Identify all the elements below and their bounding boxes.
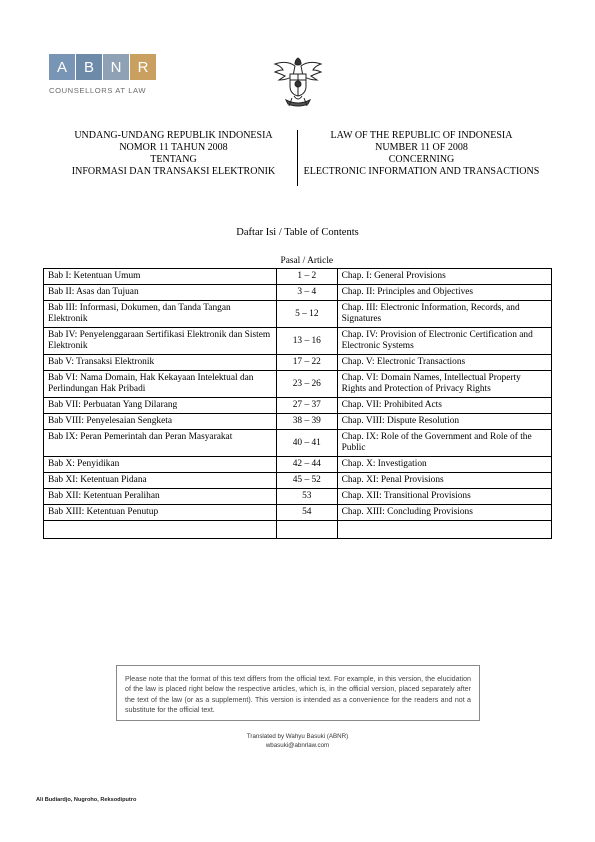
logo-tile-a: A: [49, 54, 75, 80]
translator-name: Translated by Wahyu Basuki (ABNR): [246, 733, 349, 740]
logo-tile-r: R: [130, 54, 156, 80]
toc-header-blank-right: [337, 254, 551, 269]
toc-chapter-english: Chap. I: General Provisions: [337, 269, 551, 285]
toc-row: [44, 505, 552, 521]
toc-chapter-indonesian: Bab III: Informasi, Dokumen, dan Tanda Tangan Elektronik: [44, 301, 277, 328]
translator-credit: [0, 732, 595, 750]
toc-article-range: 3 – 4: [277, 285, 338, 301]
toc-chapter-english: Chap. X: Investigation: [337, 457, 551, 473]
toc-article-range: 27 – 37: [277, 398, 338, 414]
toc-row: [44, 398, 552, 414]
toc-chapter-indonesian: Bab XII: Ketentuan Peralihan: [44, 489, 277, 505]
toc-row: [44, 355, 552, 371]
toc-chapter-english: Chap. III: Electronic Information, Records, and Signatures: [337, 301, 551, 328]
toc-chapter-indonesian: Bab VIII: Penyelesaian Sengketa: [44, 414, 277, 430]
toc-column-header-text: Pasal / Article: [280, 256, 334, 266]
toc-chapter-english: Chap. XI: Penal Provisions: [337, 473, 551, 489]
toc-article-range: 53: [277, 489, 338, 505]
toc-header-blank-left: [44, 254, 277, 269]
toc-chapter-english: Chap. V: Electronic Transactions: [337, 355, 551, 371]
toc-chapter-indonesian: Bab I: Ketentuan Umum: [44, 269, 277, 285]
toc-article-range: 5 – 12: [277, 301, 338, 328]
toc-chapter-english: Chap. XII: Transitional Provisions: [337, 489, 551, 505]
toc-article-range: 40 – 41: [277, 430, 338, 457]
abnr-logo: [49, 54, 159, 95]
toc-chapter-indonesian: Bab IV: Penyelenggaraan Sertifikasi Elektronik dan Sistem Elektronik: [44, 328, 277, 355]
toc-chapter-indonesian: Bab II: Asas dan Tujuan: [44, 285, 277, 301]
header-english: [298, 130, 545, 186]
header-right-line-4: ELECTRONIC INFORMATION AND TRANSACTIONS: [303, 166, 540, 177]
disclaimer-text: Please note that the format of this text differs from the official text. For example, in this version, the elucidation of the law is placed right below the respective articles, which is, in the official version, placed separately after the text of the law (or as a supplement). This version is intended as a convenience for the readers and not a substitute for the official text.: [125, 675, 471, 715]
toc-chapter-english: Chap. VI: Domain Names, Intellectual Property Rights and Protection of Privacy Rights: [337, 371, 551, 398]
logo-tile-b: B: [76, 54, 102, 80]
toc-empty-cell: [277, 521, 338, 539]
toc-article-range: 54: [277, 505, 338, 521]
toc-chapter-indonesian: Bab VII: Perbuatan Yang Dilarang: [44, 398, 277, 414]
toc-empty-row: [44, 521, 552, 539]
logo-tile-n: N: [103, 54, 129, 80]
logo-tagline: COUNSELLORS AT LAW: [49, 86, 147, 95]
toc-row: [44, 489, 552, 505]
translator-email[interactable]: wbasuki@abnrlaw.com: [265, 742, 330, 749]
toc-chapter-english: Chap. VII: Prohibited Acts: [337, 398, 551, 414]
header-right-line-1: LAW OF THE REPUBLIC OF INDONESIA: [330, 130, 513, 141]
toc-chapter-english: Chap. IX: Role of the Government and Role of the Public: [337, 430, 551, 457]
toc-row: [44, 269, 552, 285]
toc-article-range: 1 – 2: [277, 269, 338, 285]
table-of-contents: [43, 254, 552, 539]
logo-tiles: [49, 54, 159, 80]
header-right-line-2: NUMBER 11 OF 2008: [375, 142, 468, 153]
header-left-line-2: NOMOR 11 TAHUN 2008: [119, 142, 228, 153]
toc-header-row: [44, 254, 552, 269]
toc-row: [44, 285, 552, 301]
toc-title: Daftar Isi / Table of Contents: [236, 227, 359, 238]
toc-chapter-english: Chap. IV: Provision of Electronic Certification and Electronic Systems: [337, 328, 551, 355]
toc-chapter-english: Chap. XIII: Concluding Provisions: [337, 505, 551, 521]
disclaimer-note: [116, 665, 480, 721]
toc-article-range: 42 – 44: [277, 457, 338, 473]
header-indonesian: [50, 130, 297, 186]
toc-article-range: 13 – 16: [277, 328, 338, 355]
toc-row: [44, 473, 552, 489]
toc-chapter-indonesian: Bab X: Penyidikan: [44, 457, 277, 473]
document-header: [50, 130, 545, 186]
garuda-emblem-icon: [272, 52, 324, 112]
toc-article-range: 17 – 22: [277, 355, 338, 371]
header-left-line-3: TENTANG: [150, 154, 197, 165]
toc-row: [44, 328, 552, 355]
header-right-line-3: CONCERNING: [388, 154, 455, 165]
header-left-line-4: INFORMASI DAN TRANSAKSI ELEKTRONIK: [71, 166, 276, 177]
toc-row: [44, 301, 552, 328]
toc-empty-cell: [337, 521, 551, 539]
toc-article-range: 23 – 26: [277, 371, 338, 398]
toc-chapter-indonesian: Bab XI: Ketentuan Pidana: [44, 473, 277, 489]
toc-column-header: [277, 254, 338, 269]
toc-empty-cell: [44, 521, 277, 539]
toc-chapter-english: Chap. II: Principles and Objectives: [337, 285, 551, 301]
toc-row: [44, 414, 552, 430]
toc-row: [44, 457, 552, 473]
toc-row: [44, 430, 552, 457]
toc-row: [44, 371, 552, 398]
toc-chapter-indonesian: Bab IX: Peran Pemerintah dan Peran Masyarakat: [44, 430, 277, 457]
header-left-line-1: UNDANG-UNDANG REPUBLIK INDONESIA: [74, 130, 273, 141]
footer-firm-name: Ali Budiardjo, Nugroho, Reksodiputro: [36, 797, 137, 803]
toc-chapter-indonesian: Bab VI: Nama Domain, Hak Kekayaan Intelektual dan Perlindungan Hak Pribadi: [44, 371, 277, 398]
toc-chapter-english: Chap. VIII: Dispute Resolution: [337, 414, 551, 430]
toc-chapter-indonesian: Bab XIII: Ketentuan Penutup: [44, 505, 277, 521]
toc-chapter-indonesian: Bab V: Transaksi Elektronik: [44, 355, 277, 371]
toc-article-range: 38 – 39: [277, 414, 338, 430]
toc-article-range: 45 – 52: [277, 473, 338, 489]
